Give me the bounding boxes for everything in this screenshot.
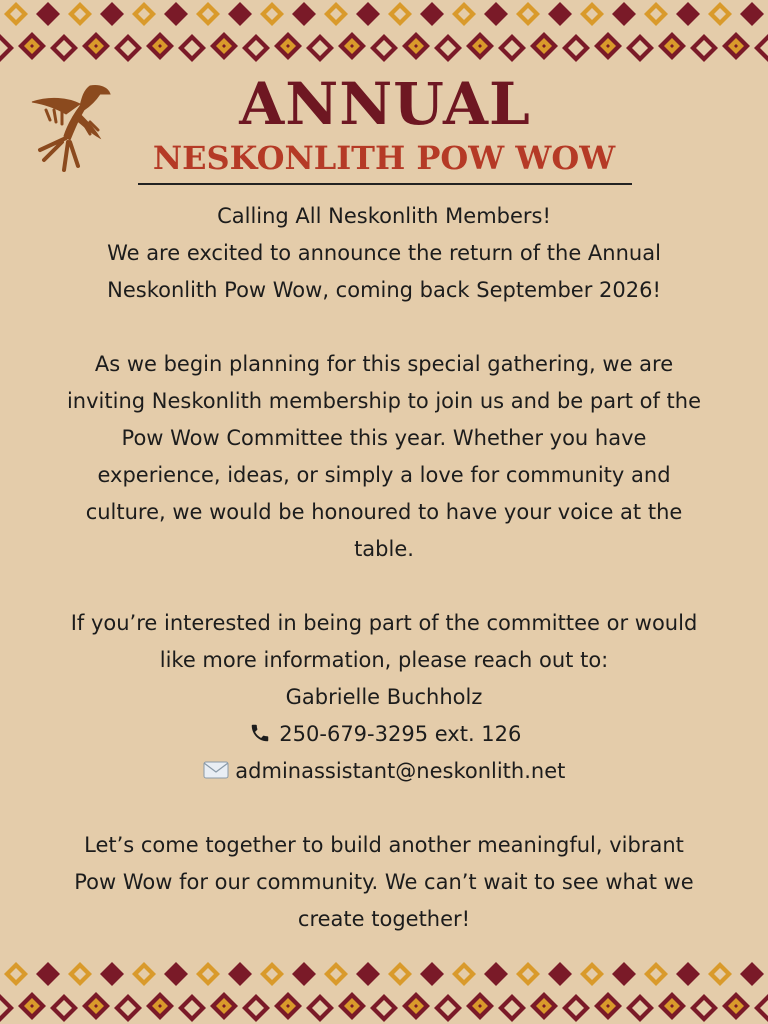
invite-line: As we begin planning for this special gathering, we are xyxy=(94,352,674,376)
phone-icon xyxy=(247,716,273,753)
bottom-pattern-border xyxy=(0,960,768,1024)
envelope-icon xyxy=(203,753,229,790)
page-title: ANNUAL xyxy=(239,70,531,138)
closing-line: Pow Wow for our community. We can’t wait to see what we xyxy=(74,870,694,894)
invite-line: culture, we would be honoured to have your voice at the xyxy=(85,500,683,524)
intro-line: Neskonlith Pow Wow, coming back September 2026! xyxy=(107,278,661,302)
invite-line: table. xyxy=(354,537,414,561)
contact-name: Gabrielle Buchholz xyxy=(285,685,483,709)
contact-email[interactable]: adminassistant@neskonlith.net xyxy=(235,759,566,783)
title-divider xyxy=(138,183,632,185)
page-subtitle: NESKONLITH POW WOW xyxy=(152,139,616,177)
paragraph-gap xyxy=(10,790,758,827)
contact-phone-row xyxy=(10,716,758,753)
paragraph-gap xyxy=(10,309,758,346)
invite-line: experience, ideas, or simply a love for community and xyxy=(97,463,671,487)
announcement-body xyxy=(10,198,758,938)
contact-email-row xyxy=(10,753,758,790)
contact-phone[interactable]: 250-679-3295 ext. 126 xyxy=(279,722,522,746)
closing-line: create together! xyxy=(297,907,471,931)
top-pattern-border xyxy=(0,0,768,64)
contact-line: like more information, please reach out to: xyxy=(159,648,609,672)
contact-line: If you’re interested in being part of the committee or would xyxy=(70,611,698,635)
header xyxy=(0,64,768,178)
paragraph-gap xyxy=(10,568,758,605)
invite-line: Pow Wow Committee this year. Whether you have xyxy=(121,426,647,450)
intro-line: We are excited to announce the return of the Annual xyxy=(107,241,661,265)
closing-line: Let’s come together to build another meaningful, vibrant xyxy=(84,833,684,857)
intro-line: Calling All Neskonlith Members! xyxy=(217,204,551,228)
invite-line: inviting Neskonlith membership to join us and be part of the xyxy=(66,389,702,413)
